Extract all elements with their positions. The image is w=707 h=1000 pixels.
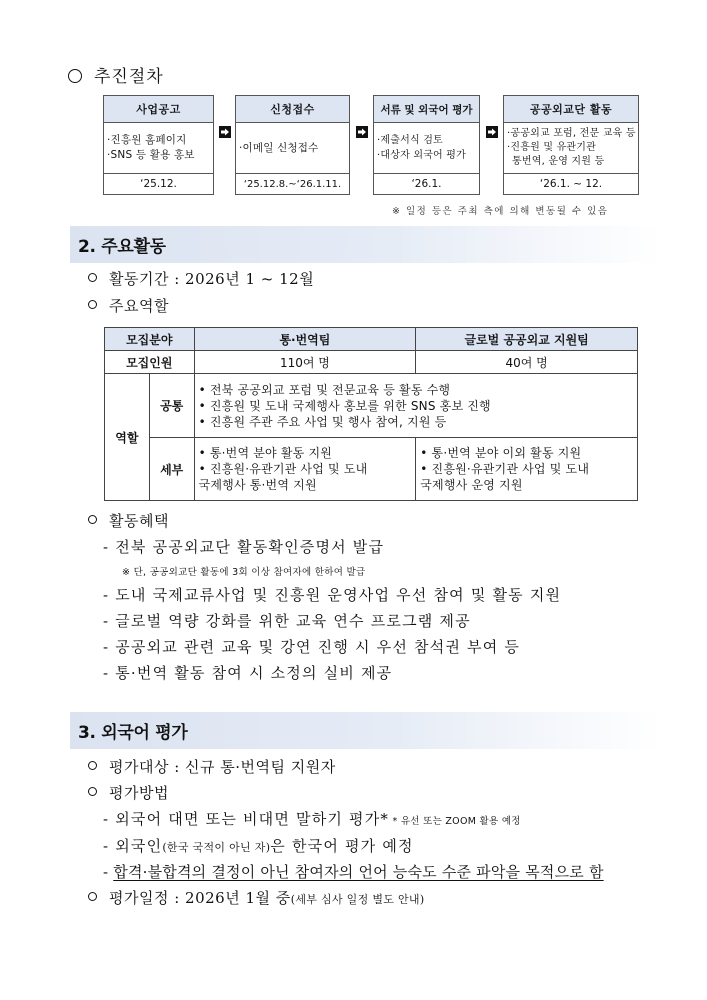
detail-label: 세부: [149, 438, 194, 501]
evaluation-method-label: 평가방법: [88, 782, 169, 803]
benefit-item: - 글로벌 역량 강화를 위한 교육 연수 프로그램 제공: [103, 612, 471, 630]
procedure-heading: 추진절차: [68, 62, 164, 87]
main-roles-label: 주요역할: [88, 295, 169, 316]
section-heading-language-evaluation: 3. 외국어 평가: [70, 712, 662, 749]
table-header-translation: 통·번역팀: [194, 328, 416, 351]
benefit-note: ※ 단, 공공외교단 활동에 3회 이상 참여자에 한하여 발급: [122, 567, 366, 578]
activity-period: 활동기간 : 2026년 1 ~ 12월: [88, 268, 314, 289]
flow-step-body: ·진흥원 홈페이지 ·SNS 등 활용 홍보: [104, 123, 213, 174]
flow-step-title: 사업공고: [104, 96, 213, 123]
flow-step-evaluation: [373, 95, 480, 195]
benefits-label: 활동혜택: [88, 510, 169, 531]
table-header-field: 모집분야: [105, 328, 195, 351]
evaluation-method-speaking: - 외국어 대면 또는 비대면 말하기 평가* * 유선 또는 ZOOM 활용 예정: [103, 810, 521, 828]
flow-step-announcement: [103, 95, 214, 195]
flow-step-title: 신청접수: [236, 96, 349, 123]
flow-step-activity: [503, 95, 639, 195]
flow-step-date: ‘26.1.: [411, 178, 442, 190]
circle-bullet-icon: [88, 515, 97, 524]
flow-step-body: ·공공외교 포럼, 전문 교육 등 ·진흥원 및 유관기관 통번역, 운영 지원 등: [504, 123, 638, 174]
circle-bullet-icon: [88, 300, 97, 309]
right-arrow-icon: [219, 126, 231, 138]
flow-step-date: ‘26.1. ~ 12.: [539, 178, 603, 190]
common-label: 공통: [149, 374, 194, 438]
detail-translation: • 통·번역 분야 활동 지원 • 진흥원·유관기관 사업 및 도내 국제행사 통·번역 지원: [194, 438, 416, 501]
circle-bullet-icon: [88, 892, 97, 901]
common-items: • 전북 공공외교 포럼 및 전문교육 등 활동 수행 • 진흥원 및 도내 국제행사 홍보를 위한 SNS 홍보 진행 • 진흥원 주관 주요 사업 및 행사 참여, 지원 등: [194, 374, 637, 438]
benefit-item: - 공공외교 관련 교육 및 강연 진행 시 우선 참석권 부여 등: [103, 638, 521, 656]
flow-step-body: ·이메일 신청접수: [236, 123, 349, 174]
table-row: [105, 374, 638, 438]
table-row: [105, 328, 638, 351]
circle-bullet-icon: [68, 69, 82, 83]
roles-table: [104, 327, 638, 501]
flow-step-body: ·제출서식 검토 ·대상자 외국어 평가: [374, 123, 479, 174]
role-label: 역할: [105, 374, 150, 501]
table-row: [105, 438, 638, 501]
speaking-note: * 유선 또는 ZOOM 활용 예정: [389, 816, 521, 827]
flow-step-date: ‘25.12.: [140, 178, 177, 190]
evaluation-method-foreigner: - 외국인(한국 국적이 아닌 자)은 한국어 평가 예정: [103, 837, 414, 855]
schedule-change-note: ※ 일정 등은 주최 측에 의해 변동될 수 있음: [392, 206, 609, 217]
evaluation-schedule: 평가일정 : 2026년 1월 중(세부 심사 일정 별도 안내): [88, 887, 424, 908]
right-arrow-icon: [486, 126, 498, 138]
circle-bullet-icon: [88, 273, 97, 282]
right-arrow-icon: [356, 126, 368, 138]
benefit-item: - 도내 국제교류사업 및 진흥원 운영사업 우선 참여 및 활동 지원: [103, 586, 562, 604]
flow-step-application: [235, 95, 350, 195]
evaluation-target: 평가대상 : 신규 통·번역팀 지원자: [88, 756, 336, 777]
benefit-item: - 통·번역 활동 참여 시 소정의 실비 제공: [103, 664, 393, 682]
flow-step-title: 공공외교단 활동: [504, 96, 638, 123]
table-row: [105, 351, 638, 374]
circle-bullet-icon: [88, 787, 97, 796]
recruit-translation: 110여 명: [194, 351, 416, 374]
flow-step-title: 서류 및 외국어 평가: [374, 96, 479, 123]
table-header-global: 글로벌 공공외교 지원팀: [416, 328, 638, 351]
flow-step-date: ‘25.12.8.~‘26.1.11.: [243, 178, 342, 190]
evaluation-method-purpose: - 합격·불합격의 결정이 아닌 참여자의 언어 능숙도 수준 파악을 목적으로 함: [103, 863, 604, 881]
benefit-item: - 전북 공공외교단 활동확인증명서 발급: [103, 538, 385, 556]
circle-bullet-icon: [88, 761, 97, 770]
recruit-label: 모집인원: [105, 351, 195, 374]
section-heading-main-activities: 2. 주요활동: [70, 226, 662, 263]
recruit-global: 40여 명: [416, 351, 638, 374]
detail-global: • 통·번역 분야 이외 활동 지원 • 진흥원·유관기관 사업 및 도내 국제행사 운영 지원: [416, 438, 638, 501]
